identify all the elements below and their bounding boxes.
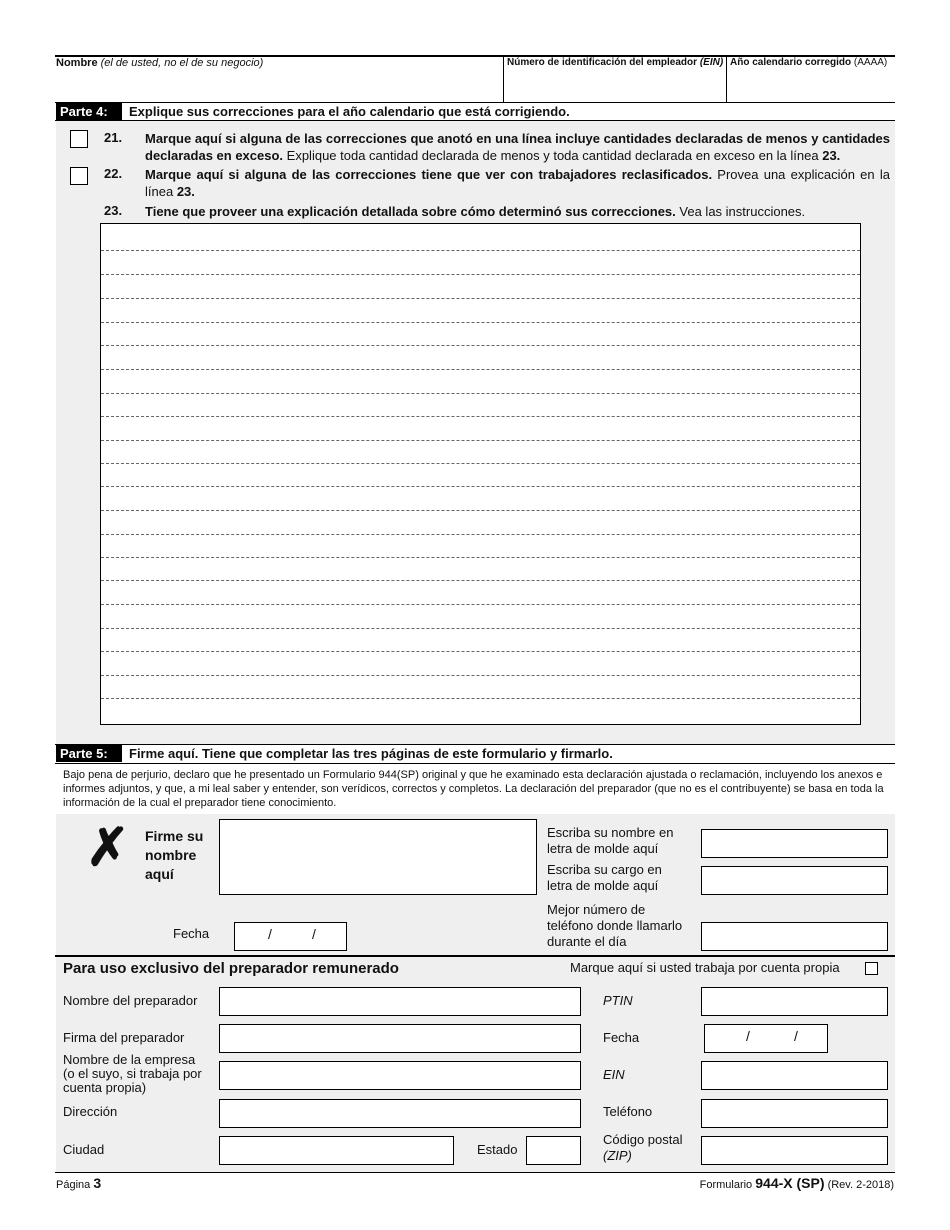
preparer-ein-input[interactable] — [701, 1061, 888, 1090]
sign-date-separator: / — [268, 926, 272, 942]
footer-rule — [55, 1172, 895, 1173]
explanation-line — [101, 416, 860, 417]
perjury-declaration: Bajo pena de perjurio, declaro que he presentado un Formulario 944(SP) original y que he examinado esta declaración ajustada o reclamación, incluyendo los anexos e informes adjuntos, y que, a mi leal saber y entender, son verídicos, correctos y completos. La declaración del preparador (que no es el contribuyente) se basa en toda la información de la cual el preparador tiene conocimiento. — [63, 769, 884, 809]
print-title-label: Escriba su cargo en letra de molde aquí — [547, 862, 662, 893]
year-field-label: Año calendario corregido (AAAA) — [730, 57, 888, 68]
explanation-line — [101, 580, 860, 581]
sign-here-label: Firme su nombre aquí — [145, 828, 204, 882]
city-label: Ciudad — [63, 1142, 105, 1157]
explanation-line — [101, 322, 860, 323]
sign-date-input[interactable] — [234, 922, 347, 951]
explanation-line — [101, 345, 860, 346]
preparer-date-label: Fecha — [603, 1030, 640, 1045]
explanation-line — [101, 534, 860, 535]
zip-input[interactable] — [701, 1136, 888, 1165]
phone-input[interactable] — [701, 922, 888, 951]
explanation-line — [101, 250, 860, 251]
part4-label: Parte 4: — [56, 103, 122, 120]
firm-name-input[interactable] — [219, 1061, 581, 1090]
line21-checkbox[interactable] — [70, 130, 88, 148]
page-number: Página 3 — [56, 1175, 102, 1191]
self-employed-label: Marque aquí si usted trabaja por cuenta propia — [570, 960, 840, 975]
explanation-line — [101, 274, 860, 275]
preparer-date-separator: / — [794, 1028, 798, 1044]
explanation-line — [101, 557, 860, 558]
address-label: Dirección — [63, 1104, 118, 1119]
preparer-date-separator: / — [746, 1028, 750, 1044]
explanation-line — [101, 698, 860, 699]
line23-text: Tiene que proveer una explicación detallada sobre cómo determinó sus correcciones. Vea las instrucciones. — [145, 204, 806, 219]
year-input[interactable] — [728, 70, 894, 102]
self-employed-checkbox[interactable] — [865, 962, 878, 975]
header-divider-1 — [503, 56, 504, 103]
explanation-line — [101, 463, 860, 464]
explanation-line — [101, 675, 860, 676]
header-divider-2 — [726, 56, 727, 103]
explanation-line — [101, 510, 860, 511]
preparer-name-input[interactable] — [219, 987, 581, 1016]
explanation-line — [101, 486, 860, 487]
line22-text: Marque aquí si alguna de las correcciones tiene que ver con trabajadores reclasificados. Provea una explicación en la línea 23. — [145, 167, 890, 199]
line21-number: 21. — [104, 130, 123, 145]
preparer-signature-input[interactable] — [219, 1024, 581, 1053]
part5-label: Parte 5: — [56, 745, 122, 762]
preparer-ein-label: EIN — [603, 1067, 625, 1082]
ptin-label: PTIN — [603, 993, 633, 1008]
explanation-line — [101, 651, 860, 652]
ein-input[interactable] — [505, 70, 724, 102]
form-identifier: Formulario 944-X (SP) (Rev. 2-2018) — [699, 1175, 894, 1191]
explanation-line — [101, 369, 860, 370]
explanation-line — [101, 604, 860, 605]
line22-number: 22. — [104, 166, 123, 181]
signature-field[interactable] — [219, 819, 537, 895]
preparer-name-label: Nombre del preparador — [63, 993, 198, 1008]
sign-date-separator: / — [312, 926, 316, 942]
phone-label: Mejor número de teléfono donde llamarlo durante el día — [547, 902, 683, 949]
address-input[interactable] — [219, 1099, 581, 1128]
city-input[interactable] — [219, 1136, 454, 1165]
line23-number: 23. — [104, 203, 123, 218]
preparer-phone-input[interactable] — [701, 1099, 888, 1128]
part4-title: Explique sus correcciones para el año calendario que está corrigiendo. — [129, 104, 570, 119]
state-label: Estado — [477, 1142, 518, 1157]
explanation-line — [101, 440, 860, 441]
print-name-label: Escriba su nombre en letra de molde aquí — [547, 825, 674, 856]
part5-title-rule — [55, 763, 895, 764]
explanation-line — [101, 393, 860, 394]
sign-date-label: Fecha — [173, 926, 210, 941]
zip-label: Código postal (ZIP) — [603, 1132, 683, 1163]
preparer-signature-label: Firma del preparador — [63, 1030, 185, 1045]
line22-checkbox[interactable] — [70, 167, 88, 185]
name-input[interactable] — [56, 70, 501, 102]
preparer-date-input[interactable] — [704, 1024, 828, 1053]
explanation-line — [101, 628, 860, 629]
preparer-title: Para uso exclusivo del preparador remunerado — [63, 960, 399, 977]
print-name-input[interactable] — [701, 829, 888, 858]
name-field-label: Nombre (el de usted, no el de su negocio) — [56, 57, 264, 69]
line21-text: Marque aquí si alguna de las correcciones que anotó en una línea incluye cantidades declaradas de menos y cantidades declaradas en exceso. Explique toda cantidad declarada de menos y toda cantidad declarada en exceso en la línea 23. — [145, 131, 890, 163]
print-title-input[interactable] — [701, 866, 888, 895]
ein-field-label: Número de identificación del empleador (EIN) — [507, 57, 724, 68]
state-input[interactable] — [526, 1136, 581, 1165]
preparer-phone-label: Teléfono — [603, 1104, 653, 1119]
part5-title: Firme aquí. Tiene que completar las tres páginas de este formulario y firmarlo. — [129, 746, 613, 761]
ptin-input[interactable] — [701, 987, 888, 1016]
firm-name-label: Nombre de la empresa (o el suyo, si trabaja por cuenta propia) — [63, 1052, 202, 1095]
sign-here-mark: ✗ — [86, 819, 130, 877]
explanation-line — [101, 298, 860, 299]
